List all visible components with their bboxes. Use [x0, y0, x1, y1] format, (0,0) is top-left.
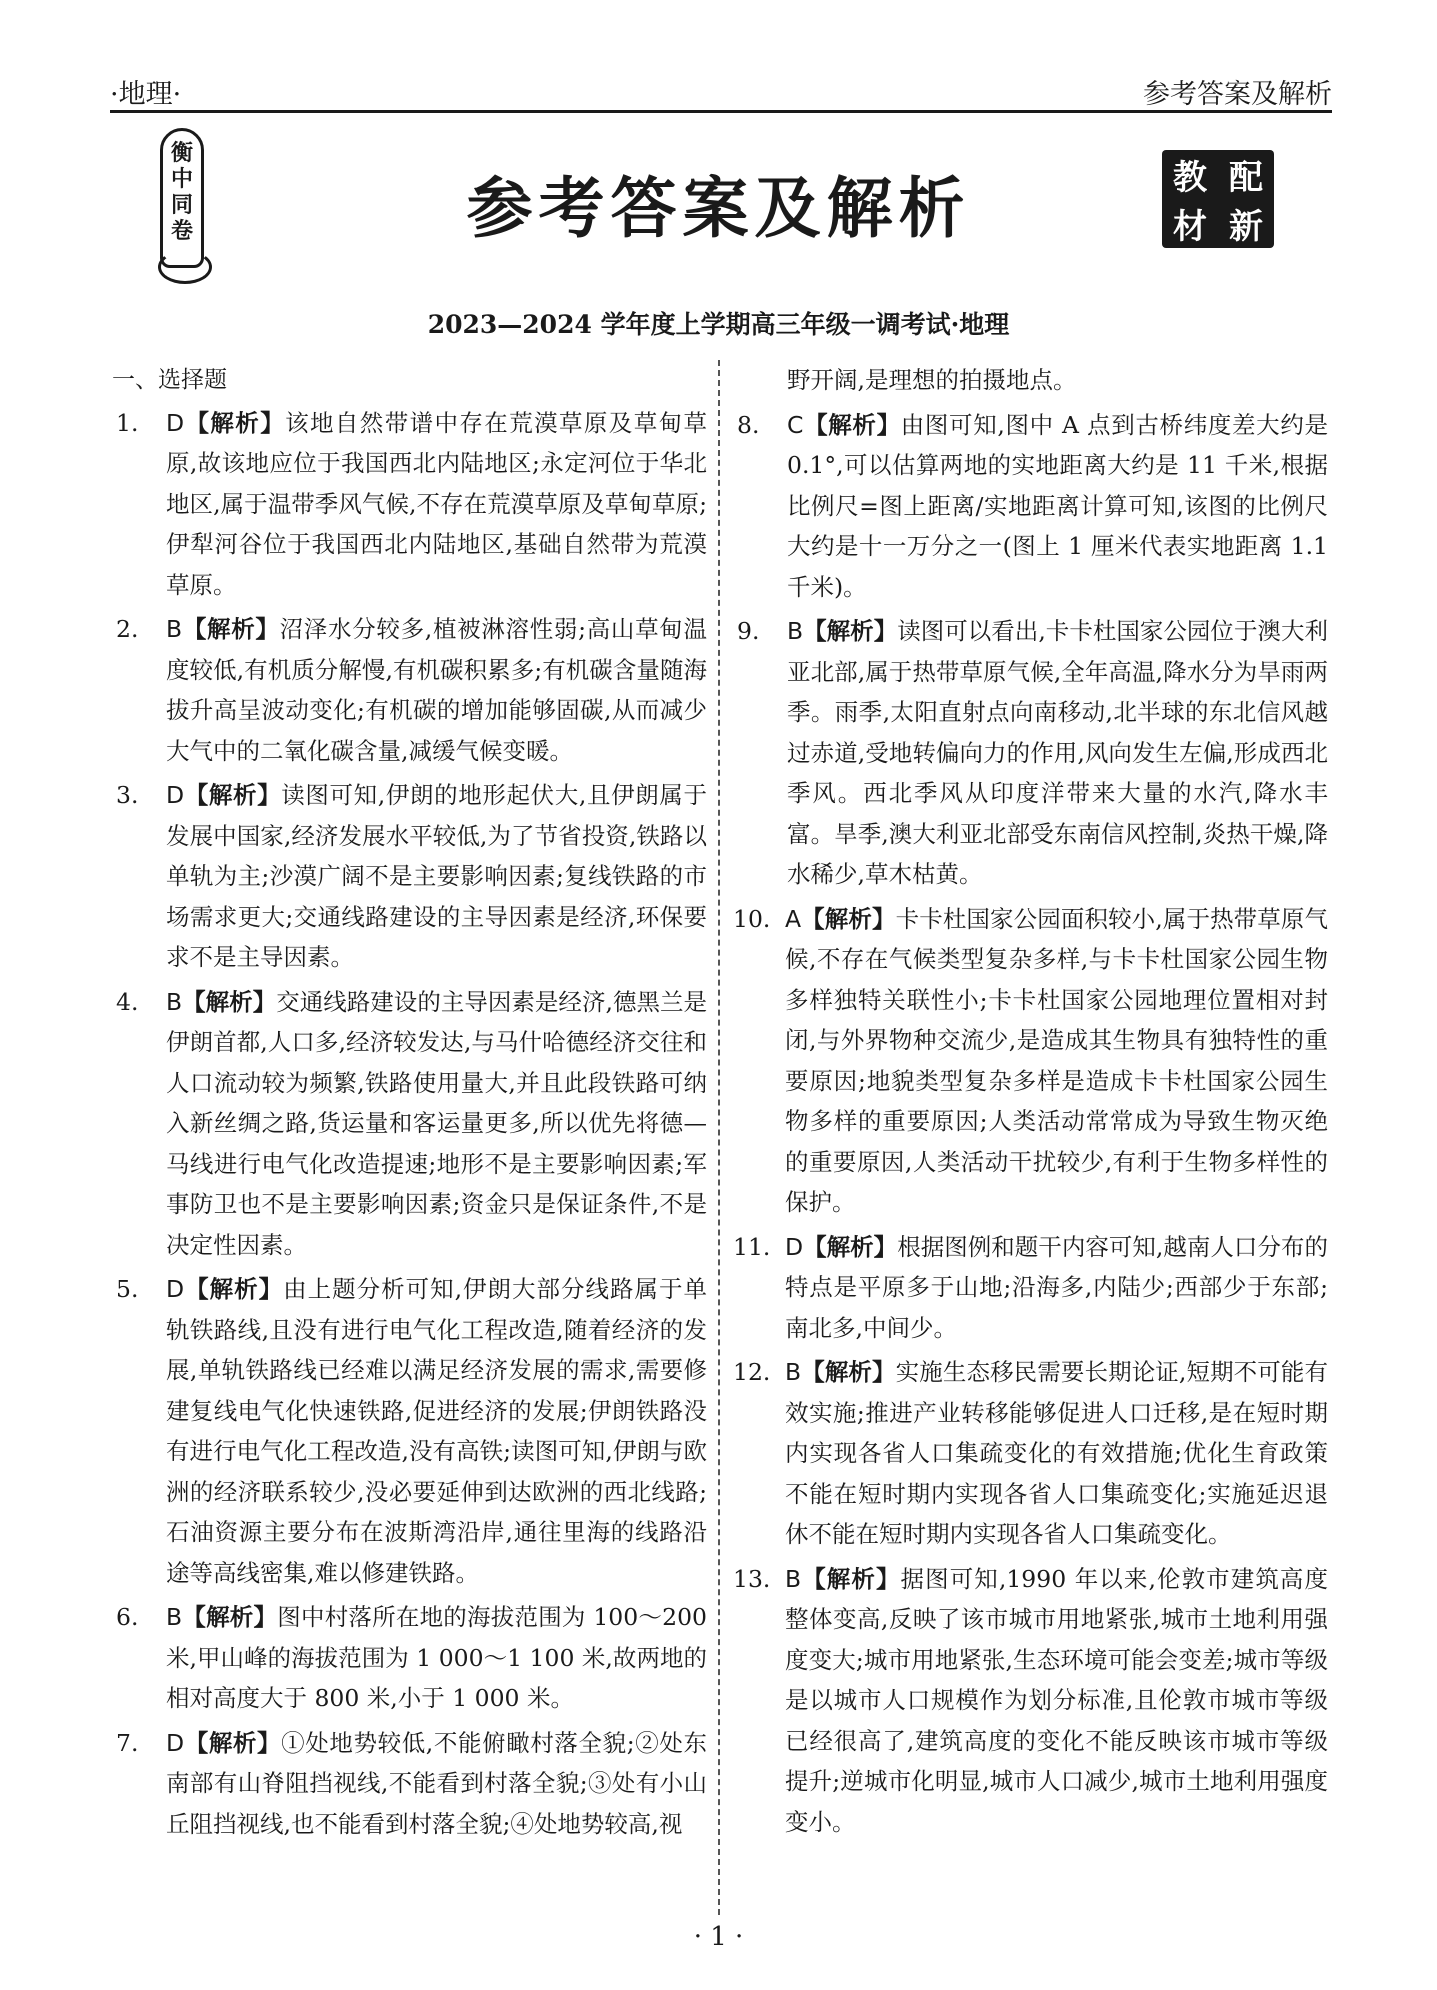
analysis-tag: 【解析】 — [803, 410, 901, 439]
answer-letter: B — [785, 1564, 802, 1593]
header-subject: ·地理· — [110, 79, 182, 110]
analysis-tag: 【解析】 — [182, 987, 277, 1016]
right-column — [733, 360, 1328, 1846]
logo-char: 配 — [1229, 158, 1263, 198]
analysis-tag: 【解析】 — [803, 617, 898, 645]
logo-char: 新 — [1229, 207, 1263, 247]
answer-number: 10. — [733, 904, 771, 933]
answer-item — [733, 899, 1328, 1223]
answer-body — [166, 1597, 707, 1719]
analysis-text: ①处地势较低,不能俯瞰村落全貌;②处东南部有山脊阻挡视线,不能看到村落全貌;③处有小山丘阻挡视线,也不能看到村落全貌;④处地势较高,视 — [166, 1728, 707, 1838]
analysis-text: 实施生态移民需要长期论证,短期不可能有效实施;推进产业转移能够促进人口迁移,是在短时期内实现各省人口集疏变化的有效措施;优化生育政策不能在短时期内实现各省人口集疏变化;实施延迟退休不能在短时期内实现各省人口集疏变化。 — [785, 1358, 1328, 1548]
analysis-text: 由图可知,图中 A 点到古桥纬度差大约是 0.1°,可以估算两地的实地距离大约是 11 千米,根据比例尺=图上距离/实地距离计算可知,该图的比例尺大约是十一万分之一(图上 1 厘米代表实地距离 1.1 千米)。 — [787, 410, 1329, 601]
answer-item — [112, 403, 707, 606]
answer-letter: D — [785, 1232, 804, 1261]
analysis-text: 卡卡杜国家公园面积较小,属于热带草原气候,不存在气候类型复杂多样,与卡卡杜国家公园生物多样独特关联性小;卡卡杜国家公园地理位置相对封闭,与外界物种交流少,是造成其生物具有独特性的重要原因;地貌类型复杂多样是造成卡卡杜国家公园生物多样的重要原因;人类活动常常成为导致生物灭绝的重要原因,人类活动干扰较少,有利于生物多样性的保护。 — [785, 904, 1328, 1216]
analysis-tag: 【解析】 — [801, 1358, 896, 1386]
answer-letter: D — [166, 1728, 185, 1757]
logo-char: 材 — [1173, 207, 1207, 247]
answer-body — [785, 899, 1328, 1223]
continued-text: 野开阔,是理想的拍摄地点。 — [787, 366, 1077, 394]
answer-body — [166, 1269, 707, 1593]
seal-char: 衡 — [170, 141, 193, 166]
exam-subtitle: 2023—2024 学年度上学期高三年级一调考试·地理 — [427, 310, 1010, 339]
answer-body — [787, 405, 1328, 608]
answer-item — [733, 1352, 1328, 1555]
answer-body — [787, 611, 1328, 895]
answer-number: 7. — [116, 1728, 139, 1757]
answer-body — [166, 982, 707, 1266]
seal-swirl-icon — [158, 250, 212, 284]
answer-item — [733, 1227, 1328, 1349]
answer-letter: C — [787, 410, 804, 439]
analysis-text: 由上题分析可知,伊朗大部分线路属于单轨铁路线,且没有进行电气化工程改造,随着经济的发展,单轨铁路线已经难以满足经济发展的需求,需要修建复线电气化快速铁路,促进经济的发展;伊朗铁路没有进行电气化工程改造,没有高铁;读图可知,伊朗与欧洲的经济联系较少,没必要延伸到达欧洲的西北线路;石油资源主要分布在波斯湾沿岸,通往里海的线路沿途等高线密集,难以修建铁路。 — [166, 1275, 707, 1587]
analysis-tag: 【解析】 — [182, 1603, 278, 1631]
left-answer-list — [112, 403, 707, 1845]
answer-number: 11. — [733, 1232, 771, 1261]
page-number: · 1 · — [693, 1922, 744, 1952]
analysis-text: 读图可知,伊朗的地形起伏大,且伊朗属于发展中国家,经济发展水平较低,为了节省投资,铁路以单轨为主;沙漠广阔不是主要影响因素;复线铁路的市场需求更大;交通线路建设的主导因素是经济,环保要求不是主导因素。 — [166, 781, 707, 971]
answer-body — [166, 609, 707, 771]
answer-number: 3. — [116, 781, 139, 809]
answer-item — [733, 1559, 1328, 1843]
answer-letter: A — [785, 904, 802, 933]
answer-number: 8. — [737, 410, 760, 439]
column-divider — [718, 360, 720, 1915]
answer-body — [166, 1723, 707, 1845]
answer-item — [112, 775, 707, 978]
analysis-text: 图中村落所在地的海拔范围为 100～200 米,甲山峰的海拔范围为 1 000～1 100 米,故两地的相对高度大于 800 米,小于 1 000 米。 — [166, 1603, 707, 1712]
answer-item — [112, 1723, 707, 1845]
seal-char: 卷 — [170, 219, 193, 244]
answer-letter: B — [166, 1603, 183, 1631]
analysis-text: 根据图例和题干内容可知,越南人口分布的特点是平原多于山地;沿海多,内陆少;西部少于东部;南北多,中间少。 — [785, 1232, 1328, 1342]
answer-number: 9. — [737, 617, 760, 645]
answer-item — [112, 1269, 707, 1593]
seal-char: 同 — [170, 193, 193, 218]
analysis-text: 交通线路建设的主导因素是经济,德黑兰是伊朗首都,人口多,经济较发达,与马什哈德经济交往和人口流动较为频繁,铁路使用量大,并且此段铁路可纳入新丝绸之路,货运量和客运量更多,所以优先将德—马线进行电气化改造提速;地形不是主要影响因素;军事防卫也不是主要影响因素;资金只是保证条件,不是决定性因素。 — [166, 987, 707, 1259]
answer-letter: D — [166, 408, 185, 437]
logo-char: 教 — [1173, 158, 1207, 198]
right-answer-list — [733, 405, 1328, 1843]
logo-right-stamp — [1162, 150, 1274, 248]
seal-char: 中 — [170, 167, 193, 192]
answer-item — [112, 982, 707, 1266]
answer-body — [166, 775, 707, 978]
analysis-text: 读图可以看出,卡卡杜国家公园位于澳大利亚北部,属于热带草原气候,全年高温,降水分为旱雨两季。雨季,太阳直射点向南移动,北半球的东北信风越过赤道,受地转偏向力的作用,风向发生左偏,形成西北季风。西北季风从印度洋带来大量的水汽,降水丰富。旱季,澳大利亚北部受东南信风控制,炎热干燥,降水稀少,草木枯黄。 — [787, 617, 1328, 888]
left-column — [112, 360, 707, 1848]
header-rule — [110, 110, 1332, 113]
page-title: 参考答案及解析 — [466, 170, 971, 247]
header-section-title: 参考答案及解析 — [1143, 79, 1332, 110]
analysis-text: 该地自然带谱中存在荒漠草原及草甸草原,故该地应位于我国西北内陆地区;永定河位于华北地区,属于温带季风气候,不存在荒漠草原及草甸草原;伊犁河谷位于我国西北内陆地区,基础自然带为荒漠草原。 — [166, 408, 708, 599]
answer-number: 6. — [116, 1603, 139, 1631]
analysis-tag: 【解析】 — [184, 408, 286, 437]
answer-item — [733, 405, 1328, 608]
answer-number: 4. — [116, 987, 139, 1016]
answer-number: 2. — [116, 615, 139, 643]
answer-letter: B — [166, 615, 183, 643]
answer-letter: D — [166, 1275, 185, 1303]
answer-item — [112, 1597, 707, 1719]
analysis-tag: 【解析】 — [801, 904, 896, 933]
analysis-tag: 【解析】 — [182, 615, 280, 643]
analysis-tag: 【解析】 — [184, 781, 282, 809]
answer-letter: B — [787, 617, 804, 645]
analysis-tag: 【解析】 — [803, 1232, 898, 1261]
analysis-tag: 【解析】 — [184, 1728, 282, 1757]
answer-body — [785, 1352, 1328, 1555]
answer-body — [785, 1559, 1328, 1843]
section-heading: 一、选择题 — [112, 367, 227, 393]
answer-letter: D — [166, 781, 185, 809]
analysis-text: 据图可知,1990 年以来,伦敦市建筑高度整体变高,反映了该市城市用地紧张,城市土地利用强度变大;城市用地紧张,生态环境可能会变差;城市等级是以城市人口规模作为划分标准,且伦敦市城市等级已经很高了,建筑高度的变化不能反映该市城市等级提升;逆城市化明显,城市人口减少,城市土地利用强度变小。 — [785, 1564, 1329, 1836]
answer-number: 1. — [116, 408, 139, 437]
analysis-tag: 【解析】 — [801, 1564, 901, 1593]
analysis-text: 沼泽水分较多,植被淋溶性弱;高山草甸温度较低,有机质分解慢,有机碳积累多;有机碳含量随海拔升高呈波动变化;有机碳的增加能够固碳,从而减少大气中的二氧化碳含量,减缓气候变暖。 — [166, 615, 708, 765]
answer-number: 5. — [116, 1275, 139, 1303]
answer-body — [166, 403, 707, 606]
answer-number: 12. — [733, 1358, 771, 1386]
answer-number: 13. — [733, 1564, 771, 1593]
answer-item — [112, 609, 707, 771]
answer-item — [733, 611, 1328, 895]
answer-letter: B — [166, 987, 183, 1016]
answer-body — [785, 1227, 1328, 1349]
answer-letter: B — [785, 1358, 802, 1386]
analysis-tag: 【解析】 — [184, 1275, 284, 1303]
